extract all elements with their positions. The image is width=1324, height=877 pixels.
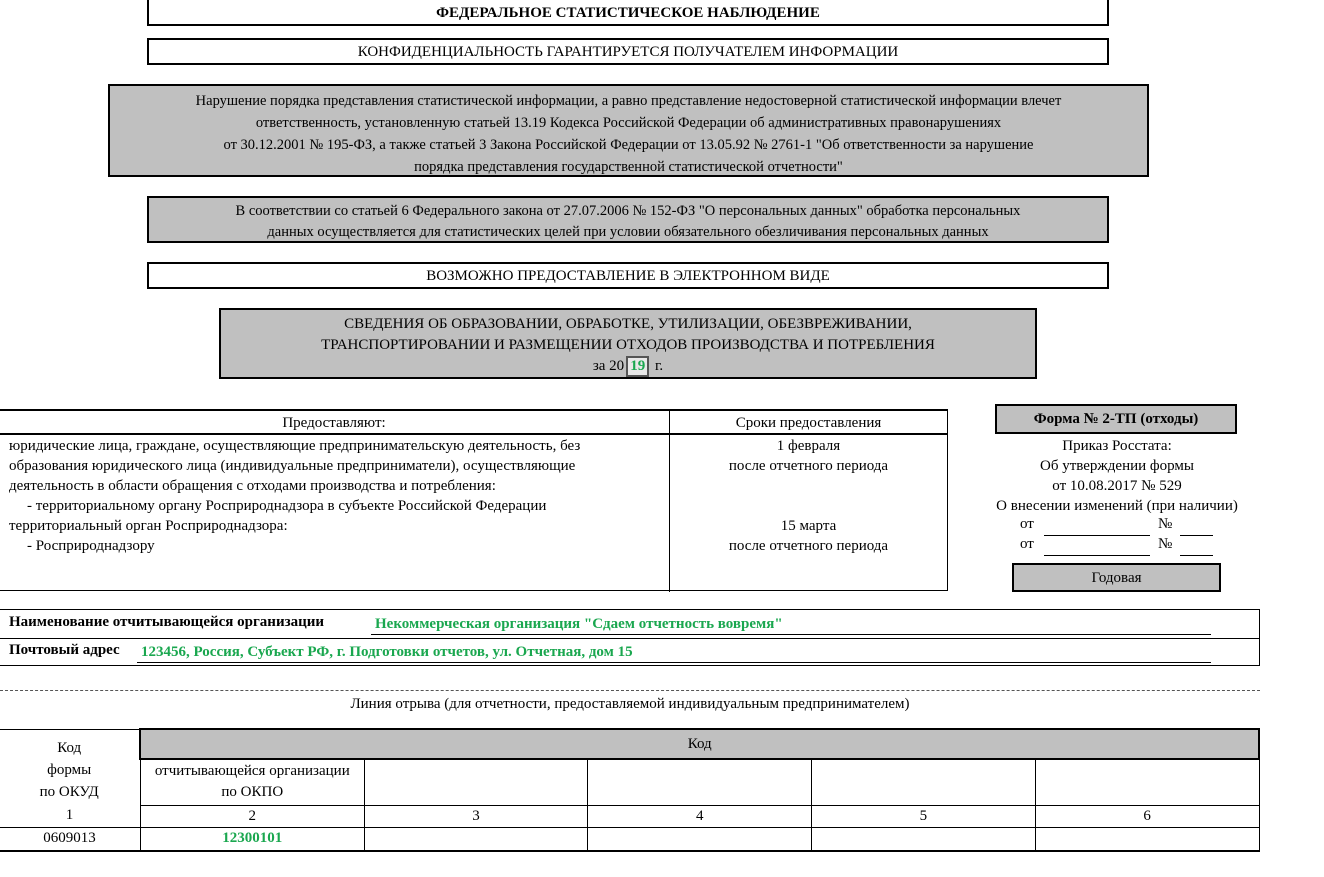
submitters-line: образования юридического лица (индивидуальные предприниматели), осуществляющие xyxy=(9,458,576,474)
confidentiality-text: КОНФИДЕНЦИАЛЬНОСТЬ ГАРАНТИРУЕТСЯ ПОЛУЧАТЕЛЕМ ИНФОРМАЦИИ xyxy=(357,44,899,60)
col-number: 3 xyxy=(364,805,588,827)
form-number-box: Форма № 2-ТП (отходы) xyxy=(995,404,1237,434)
okud-header: Код формы по ОКУД xyxy=(0,729,140,805)
violation-notice xyxy=(108,84,1149,177)
code-cell-4[interactable] xyxy=(588,827,812,851)
amendment-date-field[interactable] xyxy=(1044,536,1150,556)
code-header-cell xyxy=(364,759,588,805)
organization-block xyxy=(0,609,1260,666)
code-cell-6[interactable] xyxy=(1035,827,1259,851)
submitters-line: деятельность в области обращения с отходами производства и потребления: xyxy=(9,478,496,494)
col-number: 6 xyxy=(1035,805,1259,827)
org-address-field[interactable]: 123456, Россия, Субъект РФ, г. Подготовки отчетов, ул. Отчетная, дом 15 xyxy=(137,642,1211,663)
periodicity-box: Годовая xyxy=(1012,563,1221,592)
submitters-line: юридические лица, граждане, осуществляющие предпринимательскую деятельность, без xyxy=(9,438,581,454)
confidentiality-box xyxy=(147,38,1109,65)
order-info xyxy=(970,436,1264,516)
violation-line: порядка представления государственной статистической отчетности" xyxy=(414,159,843,175)
deadline-1-date: 1 февраля xyxy=(776,438,841,454)
report-title-box xyxy=(219,308,1037,379)
code-header-cell xyxy=(1035,759,1259,805)
code-table xyxy=(0,728,1260,852)
report-title-line: ТРАНСПОРТИРОВАНИИ И РАЗМЕЩЕНИИ ОТХОДОВ ПРОИЗВОДСТВА И ПОТРЕБЛЕНИЯ xyxy=(321,337,935,353)
year-prefix: за 20 xyxy=(592,358,625,374)
okpo-header: отчитывающейся организации по ОКПО xyxy=(140,759,364,805)
deadline-body xyxy=(670,436,947,556)
submitters-header: Предоставляют: xyxy=(0,410,670,435)
order-line: Об утверждении формы xyxy=(1040,458,1194,474)
deadline-1-note: после отчетного периода xyxy=(728,458,889,474)
code-cell-3[interactable] xyxy=(364,827,588,851)
violation-line: от 30.12.2001 № 195-ФЗ, а также статьей 3 Закона Российской Федерации от 13.05.92 № 2761-1 "Об ответственности за нарушение xyxy=(223,137,1034,153)
code-header-cell xyxy=(812,759,1036,805)
tear-line-label: Линия отрыва (для отчетности, предоставляемой индивидуальным предпринимателем) xyxy=(350,696,910,712)
amendment-row-2 xyxy=(1020,536,1220,556)
col-number: 1 xyxy=(0,805,140,827)
submitters-table xyxy=(0,409,948,591)
submitters-line: территориальный орган Росприроднадзора: xyxy=(9,518,288,534)
amendment-row-1 xyxy=(1020,516,1220,536)
code-header-cell xyxy=(588,759,812,805)
okpo-value-field[interactable]: 12300101 xyxy=(140,827,364,851)
deadline-2-date: 15 марта xyxy=(780,518,837,534)
col-number: 2 xyxy=(140,805,364,827)
federal-observation-header xyxy=(147,0,1109,26)
amendment-number-field[interactable] xyxy=(1180,516,1213,536)
order-line: Приказ Росстата: xyxy=(1062,438,1172,454)
personal-data-line: данных осуществляется для статистических целей при условии обязательного обезличивания персональных данных xyxy=(267,224,989,240)
violation-line: ответственность, установленную статьей 13.19 Кодекса Российской Федерации об административных правонарушениях xyxy=(255,115,1002,131)
year-suffix: г. xyxy=(654,358,664,374)
code-cell-5[interactable] xyxy=(812,827,1036,851)
submitters-line: - Росприроднадзору xyxy=(27,538,155,554)
col-number: 4 xyxy=(588,805,812,827)
okud-value: 0609013 xyxy=(0,827,140,851)
report-title-line: СВЕДЕНИЯ ОБ ОБРАЗОВАНИИ, ОБРАБОТКЕ, УТИЛИЗАЦИИ, ОБЕЗВРЕЖИВАНИИ, xyxy=(344,316,912,332)
report-year-row xyxy=(221,356,1035,377)
col-number: 5 xyxy=(812,805,1036,827)
tear-line-divider xyxy=(0,690,1260,691)
org-name-label: Наименование отчитывающейся организации xyxy=(9,614,325,630)
submitters-line: - территориальному органу Росприроднадзора в субъекте Российской Федерации xyxy=(27,498,547,514)
amendment-date-field[interactable] xyxy=(1044,516,1150,536)
amendment-number-field[interactable] xyxy=(1180,536,1213,556)
amendment-no-label: № xyxy=(1158,516,1173,532)
federal-observation-text: ФЕДЕРАЛЬНОЕ СТАТИСТИЧЕСКОЕ НАБЛЮДЕНИЕ xyxy=(436,5,820,21)
org-name-field[interactable]: Некоммерческая организация "Сдаем отчетность вовремя" xyxy=(371,614,1211,635)
amendment-no-label: № xyxy=(1158,536,1173,552)
order-line: О внесении изменений (при наличии) xyxy=(996,498,1238,514)
org-name-row xyxy=(9,614,1249,636)
order-line: от 10.08.2017 № 529 xyxy=(1052,478,1182,494)
org-address-row xyxy=(9,642,1249,664)
electronic-submission-box xyxy=(147,262,1109,289)
violation-line: Нарушение порядка представления статистической информации, а равно представление недостоверной статистической информации влечет xyxy=(195,93,1062,109)
deadline-header: Сроки предоставления xyxy=(670,410,947,435)
electronic-submission-text: ВОЗМОЖНО ПРЕДОСТАВЛЕНИЕ В ЭЛЕКТРОННОМ ВИДЕ xyxy=(426,268,830,284)
amendment-from-label: от xyxy=(1020,516,1034,532)
deadline-2-note: после отчетного периода xyxy=(728,538,889,554)
personal-data-line: В соответствии со статьей 6 Федерального закона от 27.07.2006 № 152-ФЗ "О персональных данных" обработка персональных xyxy=(235,203,1021,219)
year-input[interactable]: 19 xyxy=(626,356,649,377)
org-address-label: Почтовый адрес xyxy=(9,642,120,658)
amendment-from-label: от xyxy=(1020,536,1034,552)
submitters-body xyxy=(9,436,669,556)
personal-data-notice xyxy=(147,196,1109,243)
code-header: Код xyxy=(140,729,1259,759)
